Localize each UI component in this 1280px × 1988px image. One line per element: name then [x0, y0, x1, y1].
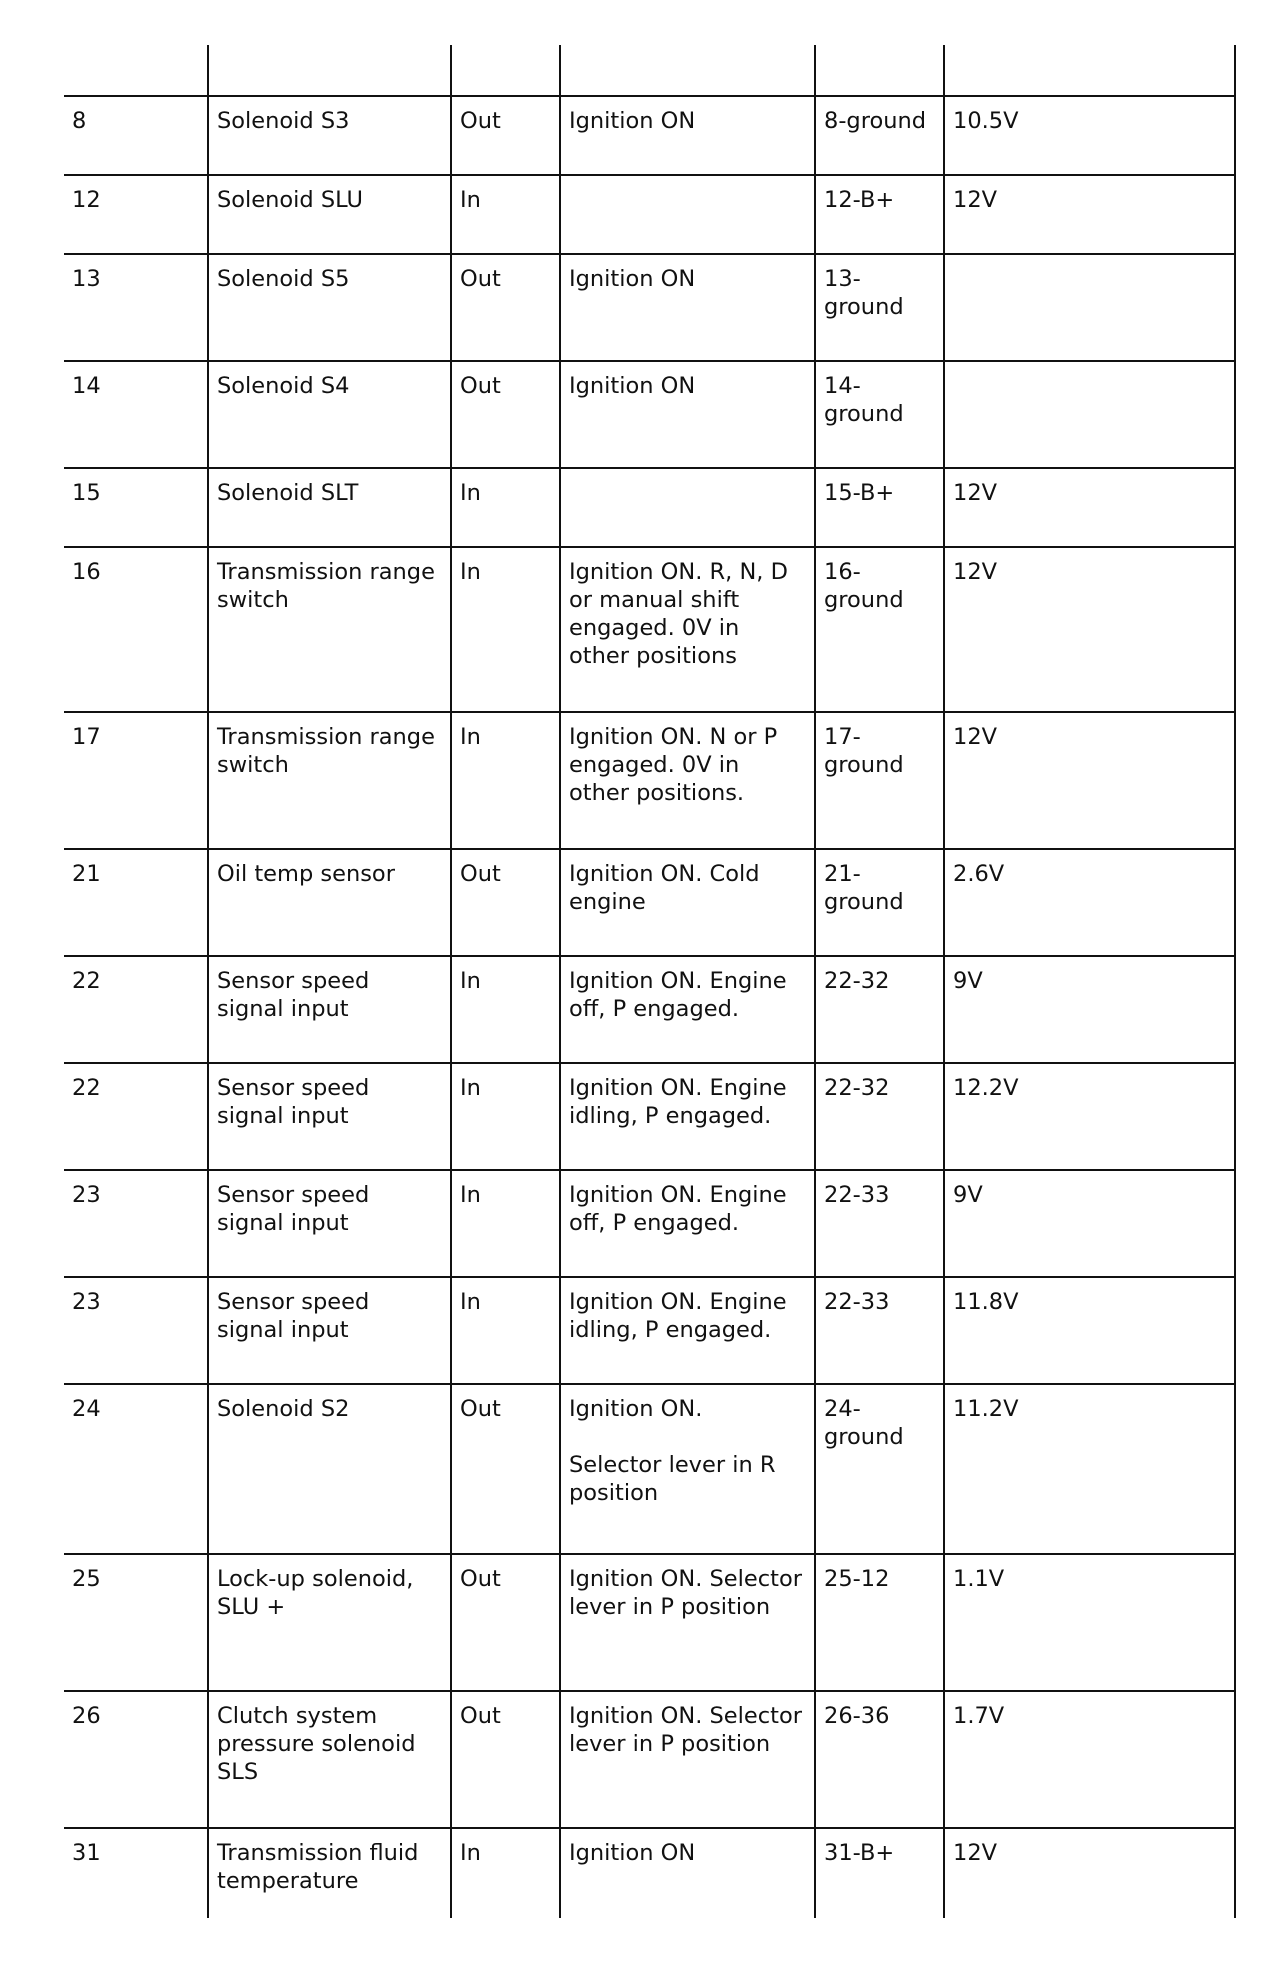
component-cell: Clutch system pressure solenoid SLS [208, 1691, 451, 1828]
condition-cell [560, 1277, 815, 1384]
voltage-cell: 1.7V [944, 1691, 1235, 1828]
direction-cell: In [451, 468, 560, 547]
table-row [64, 1170, 1235, 1277]
pin-cell: 25 [64, 1554, 208, 1691]
condition-cell [560, 712, 815, 849]
direction-cell: In [451, 1170, 560, 1277]
condition-text: Ignition ON [569, 1840, 696, 1866]
direction-cell: In [451, 956, 560, 1063]
measure-point-cell: 12-B+ [815, 175, 944, 254]
measure-point-cell: 26-36 [815, 1691, 944, 1828]
condition-text: Ignition ON [569, 266, 696, 292]
direction-cell: Out [451, 1384, 560, 1554]
voltage-cell: 12V [944, 468, 1235, 547]
condition-text: Ignition ON. R, N, D or manual shift engaged. 0V in other positions [569, 559, 788, 669]
component-cell: Sensor speed signal input [208, 1063, 451, 1170]
component-cell: Sensor speed signal input [208, 956, 451, 1063]
component-cell: Lock-up solenoid, SLU + [208, 1554, 451, 1691]
measure-point-cell: 31-B+ [815, 1828, 944, 1918]
spacer-cell [64, 45, 208, 96]
table-row [64, 547, 1235, 712]
voltage-cell: 12V [944, 175, 1235, 254]
table-top-spacer [64, 45, 1235, 96]
pin-cell: 22 [64, 956, 208, 1063]
component-cell: Solenoid S4 [208, 361, 451, 468]
condition-cell [560, 254, 815, 361]
condition-cell [560, 1554, 815, 1691]
component-cell: Sensor speed signal input [208, 1170, 451, 1277]
condition-cell [560, 175, 815, 254]
pin-cell: 22 [64, 1063, 208, 1170]
voltage-cell: 12V [944, 547, 1235, 712]
pin-cell: 26 [64, 1691, 208, 1828]
condition-text: Ignition ON. Selector lever in P position [569, 1703, 802, 1757]
condition-cell [560, 1063, 815, 1170]
condition-cell [560, 547, 815, 712]
condition-cell [560, 1828, 815, 1918]
table-row [64, 254, 1235, 361]
table-row [64, 849, 1235, 956]
direction-cell: In [451, 1277, 560, 1384]
direction-cell: Out [451, 1554, 560, 1691]
measure-point-cell: 21-ground [815, 849, 944, 956]
condition-cell [560, 1170, 815, 1277]
spacer-cell [451, 45, 560, 96]
voltage-cell [944, 254, 1235, 361]
component-cell: Solenoid S2 [208, 1384, 451, 1554]
direction-cell: In [451, 175, 560, 254]
table-row [64, 1384, 1235, 1554]
pin-cell: 14 [64, 361, 208, 468]
direction-cell: In [451, 1063, 560, 1170]
condition-text: Ignition ON. Engine off, P engaged. [569, 1182, 787, 1236]
measure-point-cell: 24-ground [815, 1384, 944, 1554]
condition-text: Ignition ON. Selector lever in P position [569, 1566, 802, 1620]
condition-text: Ignition ON [569, 373, 696, 399]
spacer-cell [944, 45, 1235, 96]
condition-cell [560, 849, 815, 956]
condition-text: Ignition ON. Cold engine [569, 861, 760, 915]
pin-cell: 12 [64, 175, 208, 254]
pin-cell: 23 [64, 1277, 208, 1384]
pin-cell: 23 [64, 1170, 208, 1277]
table-row [64, 712, 1235, 849]
table-row [64, 1554, 1235, 1691]
pin-cell: 8 [64, 96, 208, 175]
spacer-cell [815, 45, 944, 96]
voltage-cell: 1.1V [944, 1554, 1235, 1691]
pin-cell: 17 [64, 712, 208, 849]
voltage-cell: 9V [944, 956, 1235, 1063]
condition-cell [560, 361, 815, 468]
component-cell: Transmission range switch [208, 712, 451, 849]
table-row [64, 175, 1235, 254]
pin-voltage-table [64, 45, 1236, 1918]
direction-cell: In [451, 547, 560, 712]
direction-cell: In [451, 712, 560, 849]
condition-cell [560, 956, 815, 1063]
pin-cell: 13 [64, 254, 208, 361]
spacer-cell [208, 45, 451, 96]
measure-point-cell: 22-32 [815, 956, 944, 1063]
direction-cell: Out [451, 849, 560, 956]
component-cell: Transmission fluid temperature [208, 1828, 451, 1918]
condition-text: Ignition ON. Engine off, P engaged. [569, 968, 787, 1022]
condition-cell [560, 468, 815, 547]
direction-cell: In [451, 1828, 560, 1918]
voltage-cell [944, 361, 1235, 468]
condition-text: Selector lever in R position [569, 1452, 776, 1506]
voltage-cell: 12V [944, 1828, 1235, 1918]
measure-point-cell: 14-ground [815, 361, 944, 468]
voltage-cell: 11.8V [944, 1277, 1235, 1384]
component-cell: Oil temp sensor [208, 849, 451, 956]
measure-point-cell: 22-33 [815, 1277, 944, 1384]
direction-cell: Out [451, 1691, 560, 1828]
pin-cell: 16 [64, 547, 208, 712]
measure-point-cell: 13-ground [815, 254, 944, 361]
direction-cell: Out [451, 254, 560, 361]
table-row [64, 361, 1235, 468]
table-row [64, 1063, 1235, 1170]
direction-cell: Out [451, 96, 560, 175]
condition-text: Ignition ON. Engine idling, P engaged. [569, 1075, 787, 1129]
component-cell: Solenoid SLT [208, 468, 451, 547]
component-cell: Solenoid SLU [208, 175, 451, 254]
pin-cell: 24 [64, 1384, 208, 1554]
direction-cell: Out [451, 361, 560, 468]
measure-point-cell: 17-ground [815, 712, 944, 849]
table-row [64, 1277, 1235, 1384]
table-row [64, 1691, 1235, 1828]
voltage-cell: 12V [944, 712, 1235, 849]
component-cell: Solenoid S5 [208, 254, 451, 361]
component-cell: Transmission range switch [208, 547, 451, 712]
measure-point-cell: 16-ground [815, 547, 944, 712]
condition-text: Ignition ON. Engine idling, P engaged. [569, 1289, 787, 1343]
pin-cell: 15 [64, 468, 208, 547]
measure-point-cell: 25-12 [815, 1554, 944, 1691]
condition-text: Ignition ON. [569, 1396, 703, 1422]
condition-cell [560, 1691, 815, 1828]
table-row [64, 468, 1235, 547]
pin-cell: 31 [64, 1828, 208, 1918]
condition-cell [560, 1384, 815, 1554]
table-row [64, 956, 1235, 1063]
pin-cell: 21 [64, 849, 208, 956]
voltage-cell: 12.2V [944, 1063, 1235, 1170]
voltage-cell: 9V [944, 1170, 1235, 1277]
voltage-cell: 11.2V [944, 1384, 1235, 1554]
component-cell: Sensor speed signal input [208, 1277, 451, 1384]
table-row [64, 1828, 1235, 1918]
condition-text: Ignition ON [569, 108, 696, 134]
spacer-cell [560, 45, 815, 96]
table-row [64, 96, 1235, 175]
measure-point-cell: 22-32 [815, 1063, 944, 1170]
condition-cell [560, 96, 815, 175]
measure-point-cell: 8-ground [815, 96, 944, 175]
measure-point-cell: 15-B+ [815, 468, 944, 547]
table-body [64, 45, 1235, 1918]
condition-text: Ignition ON. N or P engaged. 0V in other positions. [569, 724, 778, 806]
component-cell: Solenoid S3 [208, 96, 451, 175]
voltage-cell: 2.6V [944, 849, 1235, 956]
measure-point-cell: 22-33 [815, 1170, 944, 1277]
voltage-cell: 10.5V [944, 96, 1235, 175]
